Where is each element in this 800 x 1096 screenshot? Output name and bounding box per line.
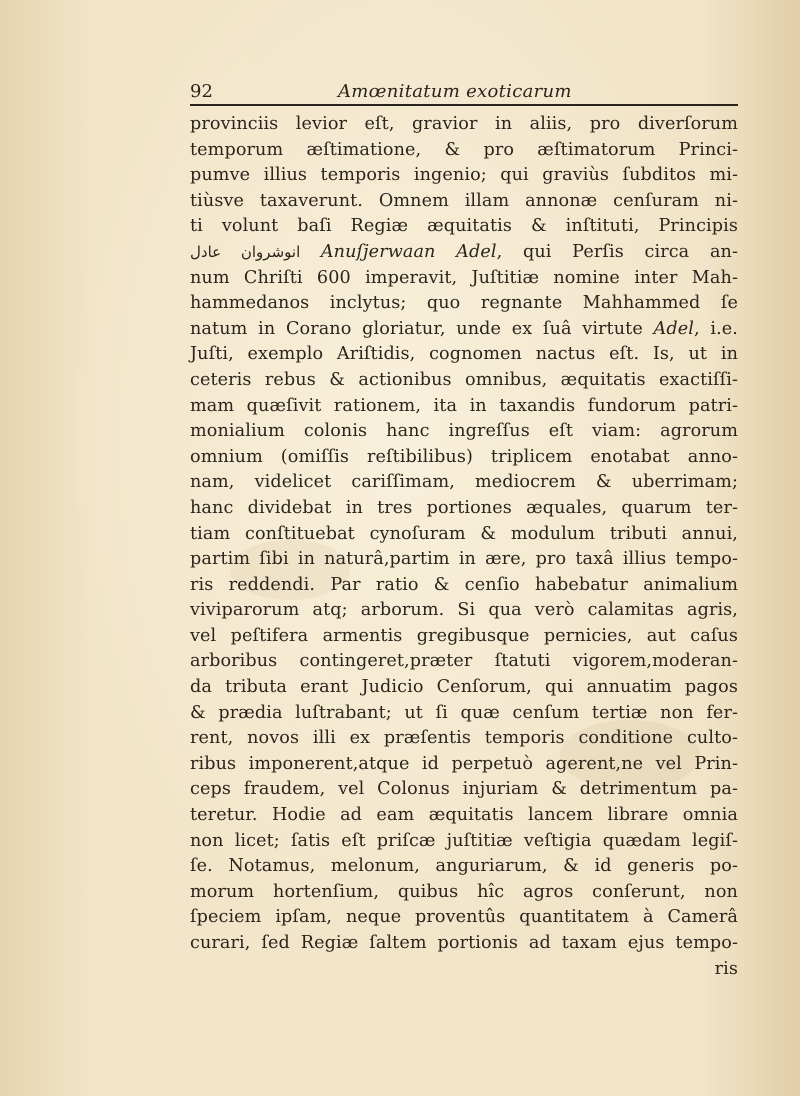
- italic-name: Anuſjerwaan Adel: [320, 241, 497, 262]
- text-line: omnium (omiſſis reſtibilibus) triplicem enotabat anno-: [190, 446, 738, 467]
- text-line: da tributa erant Judicio Cenſorum, qui annuatim pagos: [190, 677, 738, 698]
- text-line: ceteris rebus & actionibus omnibus, æquitatis exactiſſi-: [190, 369, 738, 390]
- text-line: rent, novos illi ex præſentis temporis conditione culto-: [190, 728, 738, 749]
- text-line: Juſti, exemplo Ariſtidis, cognomen nactus eſt. Is, ut in: [190, 344, 738, 365]
- italic-name: Adel: [653, 318, 694, 339]
- page-header: [190, 80, 738, 106]
- text-line: partim ſibi in naturâ,partim in ære, pro taxâ illius tempo-: [190, 549, 738, 570]
- catchword: ris: [714, 958, 738, 979]
- text-line: tiam conſtituebat cynoſuram & modulum tributi annui,: [190, 523, 738, 544]
- arabic-name: انوشروان عادل: [190, 242, 301, 261]
- text-line: ribus imponerent,atque id perpetuò agerent,ne vel Prin-: [190, 753, 738, 774]
- page-number: 92: [190, 81, 213, 102]
- text-line: ris reddendi. Par ratio & cenſio habebatur animalium: [190, 574, 738, 595]
- text-line: mam quæſivit rationem, ita in taxandis fundorum patri-: [190, 395, 738, 416]
- text-segment: , i.e.: [693, 318, 738, 339]
- text-line: vel peſtifera armentis gregibusque pernicies, aut caſus: [190, 625, 738, 646]
- text-line: & prædia luſtrabant; ut ſi quæ cenſum tertiæ non fer-: [190, 702, 738, 723]
- text-line: viviparorum atq; arborum. Si qua verò calamitas agris,: [190, 600, 738, 621]
- text-line: ti volunt baſi Regiæ æquitatis & inſtituti, Principis: [190, 216, 738, 237]
- text-line: temporum æſtimatione, & pro æſtimatorum Princi-: [190, 139, 738, 160]
- text-line: arboribus contingeret,præter ſtatuti vigorem,moderan-: [190, 651, 738, 672]
- text-line: hanc dividebat in tres portiones æquales, quarum ter-: [190, 497, 738, 518]
- text-line: ſpeciem ipſam, neque proventûs quantitatem à Camerâ: [190, 907, 738, 928]
- text-line: num Chriſti 600 imperavit, Juſtitiæ nomine inter Mah-: [190, 267, 738, 288]
- text-line: ſe. Notamus, melonum, anguriarum, & id generis po-: [190, 856, 738, 877]
- text-line: teretur. Hodie ad eam æquitatis lancem librare omnia: [190, 805, 738, 826]
- text-line: curari, ſed Regiæ ſaltem portionis ad taxam ejus tempo-: [190, 933, 738, 953]
- header-rule: [190, 104, 738, 106]
- text-line: provinciis levior eſt, gravior in aliis, pro diverſorum: [190, 114, 738, 134]
- text-line: morum hortenſium, quibus hîc agros conſerunt, non: [190, 881, 738, 902]
- text-segment: natum in Corano gloriatur, unde ex ſuâ virtute: [190, 318, 643, 339]
- text-line: hammedanos inclytus; quo regnante Mahhammed ſe: [190, 293, 738, 314]
- text-line-arabic: [190, 240, 738, 266]
- text-line: pumve illius temporis ingenio; qui graviùs ſubditos mi-: [190, 165, 738, 186]
- text-line: non licet; ſatis eſt priſcæ juſtitiæ veſtigia quædam legiſ-: [190, 830, 738, 851]
- text-line: tiùsve taxaverunt. Omnem illam annonæ cenſuram ni-: [190, 190, 738, 211]
- body-text: [190, 112, 738, 982]
- text-line: monialium colonis hanc ingreſſus eſt viam: agrorum: [190, 421, 738, 442]
- running-title: Amœnitatum exoticarum: [338, 81, 572, 102]
- text-line: ceps fraudem, vel Colonus injuriam & detrimentum pa-: [190, 779, 738, 800]
- text-segment: , qui Perſis circa an-: [496, 241, 739, 262]
- text-line: nam, videlicet cariſſimam, mediocrem & uberrimam;: [190, 472, 738, 493]
- text-line-mixed: [190, 317, 738, 343]
